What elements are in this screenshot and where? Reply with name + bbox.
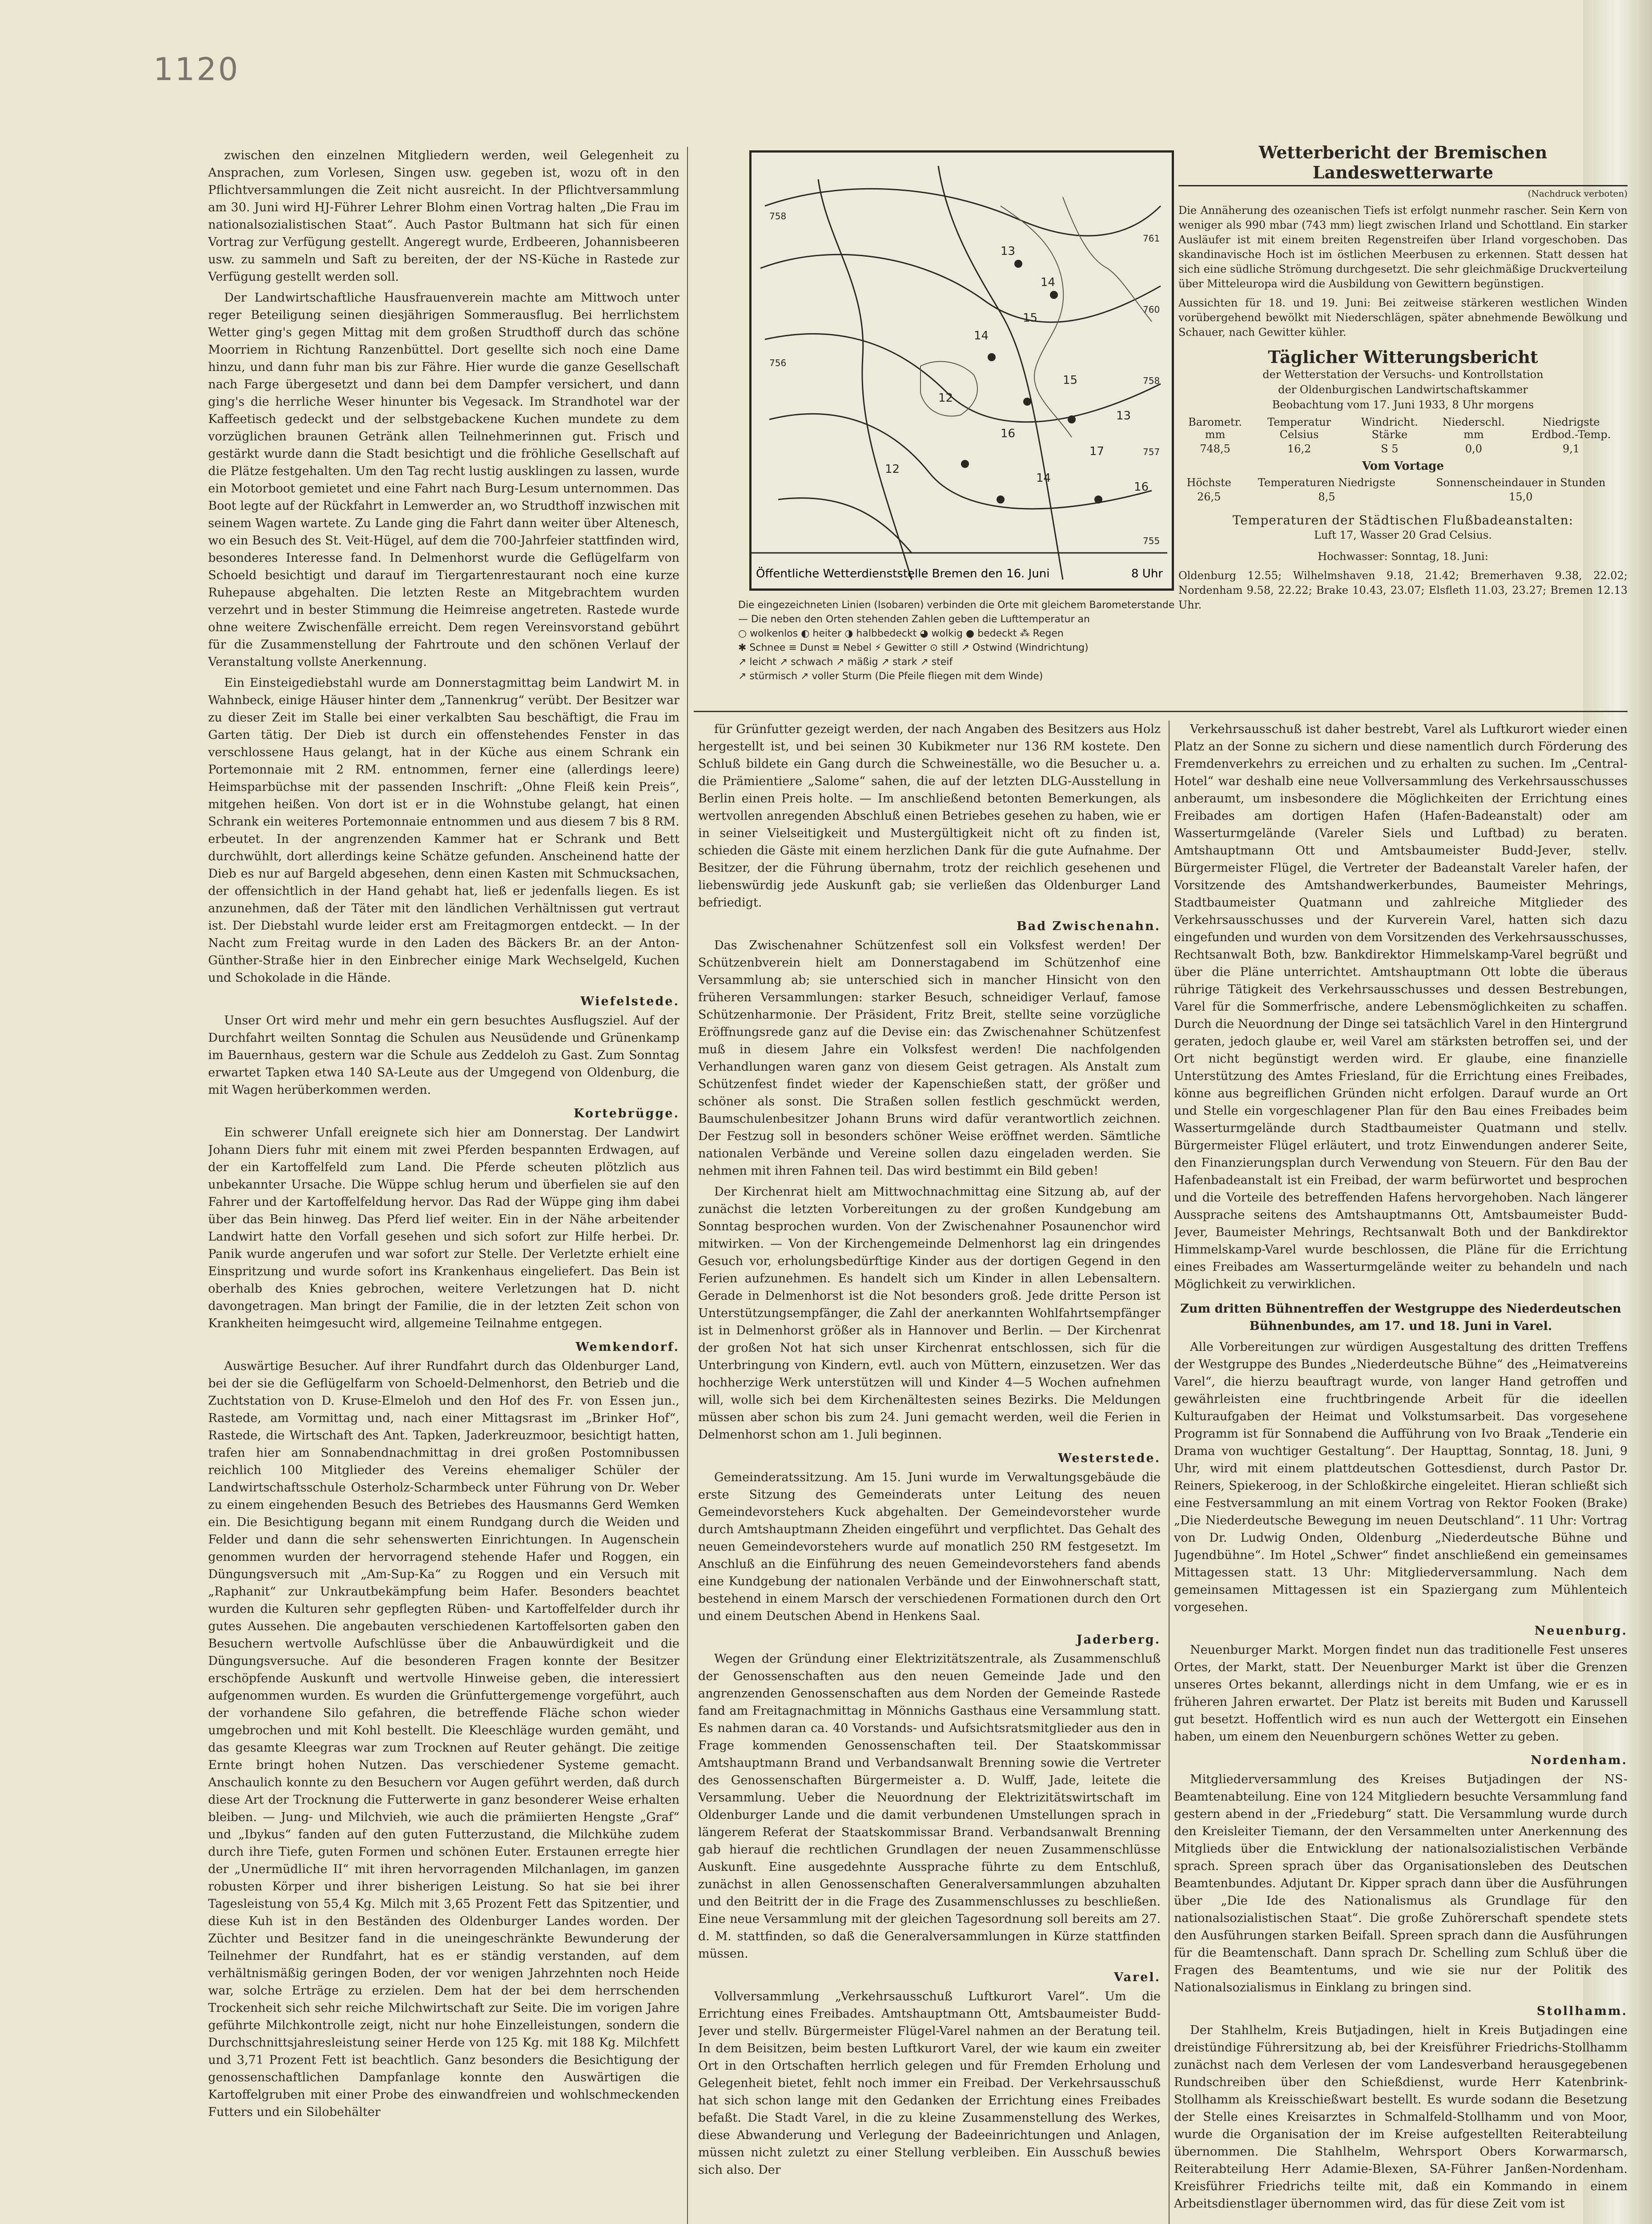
column-1-block-2 (208, 1012, 679, 1099)
column-2-block-3 (698, 1469, 1161, 1625)
measure-value: 16,2 (1287, 443, 1311, 455)
section-rule (694, 711, 1628, 712)
column-2-block-2 (698, 937, 1161, 1443)
text-paragraph: ↗ leicht ↗ schwach ↗ mäßig ↗ stark ↗ steif (738, 657, 953, 668)
measure-header: Windricht. Stärke (1361, 416, 1418, 441)
text-paragraph: ✱ Schnee ≡ Dunst ≡ Nebel ⚡ Gewitter ⊙ still ↗ Ostwind (Windrichtung) (738, 642, 1089, 653)
previous-value: 15,0 (1509, 491, 1533, 503)
measurement-table (1178, 415, 1628, 456)
text-paragraph: Unser Ort wird mehr und mehr ein gern besuchtes Ausflugsziel. Auf der Durchfahrt weilten Sonntag die Schulen aus Neusüdende und Grünenkamp im Bauernhaus, gestern war die Schule aus Zeddeloh zu Gast. Zum Sonntag erwartet Tapken etwa 140 SA-Leute aus der Umgegend von Oldenburg, die mit Wagen herüberkommen werden. (208, 1014, 679, 1097)
svg-text:16: 16 (1001, 427, 1016, 440)
measure-value: 9,1 (1563, 443, 1580, 455)
weather-title: Wetterbericht der Bremischen Landeswetterwarte (1178, 142, 1628, 186)
svg-text:756: 756 (769, 358, 787, 368)
measure-value: S 5 (1381, 443, 1399, 455)
text-paragraph: Der Kirchenrat hielt am Mittwochnachmittag eine Sitzung ab, auf der zunächst die letzten Vorbereitungen zu der großen Kundgebung am Sonntag besprochen wurden. Von der Zwischenahner Posaunenchor wird mitwirken. — Von der Kirchengemeinde Delmenhorst lag ein dringendes Gesuch vor, erholungsbedürftige Kinder aus der dortigen Gegend in den Ferien aufzunehmen. Es handelt sich um Kinder in allen Lebensaltern. Gerade in Delmenhorst ist die Not besonders groß. Jede dritte Person ist Unterstützungsempfänger, die Zahl der anerkannten Wohlfahrtsempfänger ist in Delmenhorst größer als in Hannover und Berlin. — Der Kirchenrat der großen Not hat sich unser Kirchenrat entschlossen, sich für die Unterbringung von Kindern, evtl. auch von Müttern, einzusetzen. Wer das hochherzige Werk unterstützen will und Kinder 4—5 Wochen aufnehmen will, wolle sich bei dem Kirchenältesten seines Bezirks. Die Meldungen müssen aber schon bis zum 24. Juni gemacht werden, weil die Ferien in Delmenhorst schon am 1. Juli beginnen. (698, 1185, 1161, 1442)
text-paragraph: ○ wolkenlos ◐ heiter ◑ halbbedeckt ◕ wolkig ● bedeckt ⁂ Regen (738, 628, 1064, 639)
previous-header: Sonnenscheindauer in Stunden (1436, 476, 1606, 489)
previous-value: 8,5 (1318, 491, 1335, 503)
svg-text:17: 17 (1089, 445, 1105, 458)
text-paragraph: Mitgliederversammlung des Kreises Butjadingen der NS-Beamtenabteilung. Eine von 124 Mitgliedern besuchte Versammlung fand gestern abend in der „Friedeburg“ statt. Die Versammlung wurde durch den Kreisleiter Tiemann, der den Versammelten unter Anerkennung des Mitglieds über die Entwicklung der nationalsozialistischen Verbände sprach. Spreen sprach über das Organisationsleben des Deutschen Beamtenbundes. Adjutant Dr. Kipper sprach dann über die Ausführungen über „Die Ide des Nationalismus als Grundlage für den nationalsozialistischen Staat“. Die große Zuhörerschaft spendete stets den Ausführungen starken Beifall. Spreen sprach dann die Ausführungen für die Beamtenschaft. Dann sprach Dr. Schelling zum Schluß über die Fragen des Beamtentums, und wie sie nur der Politik des Nationalsozialismus in Einklang zu bringen sind. (1174, 1773, 1628, 1994)
text-paragraph: Alle Vorbereitungen zur würdigen Ausgestaltung des dritten Treffens der Westgruppe des Bundes „Niederdeutsche Bühne“ des „Heimatvereins Varel“, die hierzu beauftragt wurde, von langer Hand getroffen und gewährleisten eine fruchtbringende Arbeit für die ideellen Kulturaufgaben der Heimat und Volkstumsarbeit. Das vorgesehene Programm ist für Sonnabend die Aufführung von Ivo Braak „Tenderie ein Drama von wuchtiger Gestaltung“. Der Haupttag, Sonntag, 18. Juni, 9 Uhr, wird mit einem plattdeutschen Gottesdienst, durch Pastor Dr. Reiners, Spiekeroog, in der Schloßkirche eingeleitet. Hieran schließt sich eine Festversammlung an mit einem Vortrag von Rektor Fooken (Brake) „Die Niederdeutsche Bewegung im neuen Deutschland“. 11 Uhr: Vortrag von Dr. Ludwig Onden, Oldenburg „Niederdeutsche Bühne und Jugendbühne“. Im Hotel „Schwer“ findet anschließend ein gemeinsames Mittagessen statt. 13 Uhr: Mitgliederversammlung. Nach dem gemeinsamen Mittagessen ist ein Spaziergang zum Mühlenteich vorgesehen. (1174, 1340, 1628, 1614)
text-paragraph: Vollversammlung „Verkehrsausschuß Luftkurort Varel“. Um die Errichtung eines Freibades. Amtshauptmann Ott, Amtsbaumeister Budd-Jever und stellv. Bürgermeister Flügel-Varel nahmen an der Beratung teil. In dem Beisitzen, beim besten Luftkurort Varel, der wie kaum ein zweiter Ort in den Ortschaften herrlich gelegen und für Fremden Erholung und Gelegenheit bietet, fehlt noch immer ein Freibad. Der Verkehrsausschuß hat sich schon lange mit den Gedanken der Errichtung eines Freibades befaßt. Die Stadt Varel, in die zu kleine Zusammenstellung des Werkes, diese Abwanderung und Verlegung der Badeeinrichtungen und Anlagen, müssen nicht zuletzt zu einer Stellung verbleiben. Ein Ausschuß bewies sich also. Der (698, 1990, 1161, 2177)
column-1-block-1 (208, 147, 679, 987)
page-number: 1120 (153, 51, 240, 88)
map-legend (738, 598, 1183, 684)
svg-text:12: 12 (938, 391, 953, 405)
location-heading: Stollhamm. (1536, 2004, 1628, 2018)
column-1 (208, 147, 679, 2224)
bath-temperature-title: Temperaturen der Städtischen Flußbadeanstalten: (1232, 513, 1574, 528)
column-3-block-1 (1174, 721, 1628, 1293)
station-line: der Wetterstation der Versuchs- und Kontrollstation (1262, 368, 1543, 381)
svg-text:16: 16 (1134, 480, 1149, 494)
text-paragraph: Der Stahlhelm, Kreis Butjadingen, hielt in Kreis Butjadingen eine dreistündige Führersitzung ab, bei der Kreisführer Friedrichs-Stollhamm zunächst nach dem Verlesen der vom Landesverband herausgegebenen Rundschreiben über den Schießdienst, wurde Herr Katenbrink-Stollhamm als Kreisschießwart bestellt. Es wurde sodann die Besetzung der Stelle eines Kreisarztes in Schmalfeld-Stollhamm und von Moor, wurde die Organisation der im Kreise aufgestellten Reiterabteilung übernommen. Die Stahlhelm, Wehrsport Obers Korwarmarsch, Reiterabteilung Herr Adamie-Blexen, SA-Führer Janßen-Nordenham. Kreisführer Friedrichs teilte mit, daß ein Kommando in einem Arbeitsdienstlager übernommen wird, das für diese Zeit vom ist (1174, 2023, 1628, 2211)
text-paragraph: für Grünfutter gezeigt werden, der nach Angaben des Besitzers aus Holz hergestellt ist, und bei seinen 30 Kubikmeter nur 136 RM kostete. Den Schluß bildete ein Gang durch die Schweineställe, wo die Besucher u. a. die Prämientiere „Salome“ sahen, die auf der letzten DLG-Ausstellung in Berlin einen Preis holte. — Im anschließend betonten Bemerkungen, als wertvollen anregenden Abschluß einen Betriebes gesehen zu haben, wie er in seiner Vielseitigkeit und Mustergültigkeit nicht oft zu finden ist, schieden die Gäste mit einem herzlichen Dank für die gute Aufnahme. Der Besitzer, der die Führung übernahm, trotz der reichlich gesehenen und liebenswürdig jede Auskunft gab; sie verließen das Oldenburger Land befriedigt. (698, 722, 1161, 910)
column-rule (1169, 721, 1170, 2224)
location-heading: Nordenham. (1531, 1753, 1628, 1767)
location-heading: Westerstede. (1058, 1451, 1161, 1465)
svg-text:14: 14 (974, 329, 989, 342)
text-paragraph: Ein Einsteigediebstahl wurde am Donnerstagmittag beim Landwirt M. in Wahnbeck, einige Häuser hinter dem „Tannenkrug“ verübt. Der Besitzer war zu dieser Zeit im Stalle bei einer verkalbten Sau beschäftigt, die Frau im Garten tätig. Der Dieb ist durch ein offenstehendes Fenster in das verschlossene Haus gelangt, hat in der Küche aus einem Schrank ein Portemonnaie mit 2 RM. entnommen, ferner eine (allerdings leere) Heimsparbüchse mit der passenden Inschrift: „Ohne Fleiß kein Preis“, mitgehen heißen. Von dort ist er in die Wohnstube gelangt, hat einen Schrank ein weiteres Portemonnaie entnommen und aus diesem 7 bis 8 RM. erbeutet. In der angrenzenden Kammer hat er Schrank und Bett durchwühlt, dort allerdings keine Schätze gefunden. Anscheinend hatte der Dieb es nur auf Bargeld abgesehen, denn einen Kasten mit Schmucksachen, der offensichtlich in der Hand gehabt hat, ließ er jedenfalls liegen. Es ist anzunehmen, daß der Täter mit den ländlichen Verhältnissen gut vertraut ist. Der Diebstahl wurde leider erst am Freitagmorgen entdeckt. — In der Nacht zum Freitag wurde in den Laden des Bäckers Br. an der Anton-Günther-Straße hier in den Einbrecher einige Mark Wechselgeld, Kuchen und Schokolade in die Hände. (208, 676, 679, 985)
location-heading: Wiefelstede. (580, 995, 679, 1008)
reprint-note: (Nachdruck verboten) (1527, 188, 1628, 199)
svg-text:15: 15 (1023, 311, 1038, 325)
tide-title: Hochwasser: Sonntag, 18. Juni: (1318, 550, 1488, 563)
location-heading: Varel. (1113, 1970, 1161, 1984)
observation-line: Beobachtung vom 17. Juni 1933, 8 Uhr morgens (1272, 399, 1534, 411)
text-paragraph: ↗ stürmisch ↗ voller Sturm (Die Pfeile fliegen mit dem Winde) (738, 671, 1043, 682)
svg-text:14: 14 (1041, 276, 1056, 289)
column-2-block-5 (698, 1988, 1161, 2179)
svg-text:758: 758 (769, 211, 787, 222)
measure-header: Temperatur Celsius (1267, 416, 1331, 441)
column-2 (698, 721, 1161, 2224)
station-line: der Oldenburgischen Landwirtschaftskammer (1278, 383, 1528, 396)
column-3-block-5 (1174, 2022, 1628, 2212)
previous-day-table (1178, 475, 1628, 504)
location-heading: Bad Zwischenahn. (1016, 919, 1161, 933)
svg-text:761: 761 (1143, 233, 1160, 244)
tide-values: Oldenburg 12.55; Wilhelmshaven 9.18, 21.42; Bremerhaven 9.38, 22.02; Nordenham 9.58, 22.22; Brake 10.43, 23.07; Elsfleth 11.03, 23.27; Bremen 12.13 Uhr. (1178, 569, 1628, 611)
previous-day-title: Vom Vortage (1362, 459, 1444, 473)
column-3-block-3 (1174, 1641, 1628, 1745)
text-paragraph: Der Landwirtschaftliche Hausfrauenverein machte am Mittwoch unter reger Beteiligung seinen diesjährigen Sommerausflug. Bei herrlichstem Wetter ging's gegen Mittag mit dem großen Strudthoff durch das schöne Moorriem in Richtung Ranzenbüttel. Dort gesellte sich noch eine Dame hinzu, und dann fuhr man bis zur Fähre. Hier wurde die ganze Gesellschaft nach Farge übergesetzt und dann bei dem Dampfer versichert, und dann ging's die herrliche Weser hinunter bis Vegesack. Im Strandhotel war der Kaffeetisch gedeckt und der selbstgebackene Kuchen mundete zu dem vorzüglichen braunen Getränk allen Teilnehmerinnen gut. Frisch und gestärkt wurde dann die Stadt besichtigt und die fröhliche Gesellschaft auf die Plätze festgehalten. Um den Tag recht lustig ausklingen zu lassen, wurde ein Motorboot gemietet und eine Fahrt nach Burg-Lesum unternommen. Das Boot legte auf der Rückfahrt in Lemwerder an, wo Strudthoff inzwischen mit seinem Wagen wartete. Zu Lande ging die Fahrt dann weiter über Altenesch, wo ein Besuch des St. Veit-Hügel, auf dem die 700-Jahrfeier stattfinden wird, besonderes Interesse fand. In Delmenhorst wurde die Geflügelfarm von Schoeld besichtigt und darauf im Tiergartenrestaurant noch eine kurze Ruhepause abgehalten. Die letzten Reste an Mitgebrachtem wurden verzehrt und in bester Stimmung die Heimreise angetreten. Rastede wurde ohne weitere Zwischenfälle erreicht. Dem regen Vereinsvorstand gebührt für die Zusammenstellung der Fahrtroute und den schönen Verlauf der Veranstaltung vollste Anerkennung. (208, 291, 679, 669)
svg-text:13: 13 (1001, 245, 1016, 258)
text-paragraph: Gemeinderatssitzung. Am 15. Juni wurde im Verwaltungsgebäude die erste Sitzung des Gemeinderats unter Leitung des neuen Gemeindevorstehers Kuck abgehalten. Der Gemeindevorsteher wurde durch Amtshauptmann Zheiden eingeführt und verpflichtet. Das Gehalt des neuen Gemeindevorstehers wurde auf monatlich 250 RM festgesetzt. Im Anschluß an die Einführung des neuen Gemeindevorstehers fand abends eine Kundgebung der nationalen Verbände und der Einwohnerschaft statt, bestehend in einem Marsch der verschiedenen Formationen durch den Ort und einem Deutschen Abend in Henkens Saal. (698, 1471, 1161, 1623)
weather-map (749, 150, 1174, 591)
isobar-map-graphic (752, 153, 1167, 584)
weather-report (1178, 142, 1628, 617)
svg-text:758: 758 (1143, 375, 1160, 386)
measure-header: Barometr. mm (1188, 416, 1242, 441)
weather-outlook: Aussichten für 18. und 19. Juni: Bei zeitweise stärkeren westlichen Winden vorübergehend bewölkt mit Niederschlägen, später abnehmende Bewölkung und Schauer, nach Gewitter kühler. (1178, 297, 1628, 338)
svg-text:760: 760 (1143, 304, 1160, 315)
column-1-block-3 (208, 1124, 679, 1332)
location-heading: Neuenburg. (1534, 1624, 1628, 1638)
text-paragraph: zwischen den einzelnen Mitgliedern werden, weil Gelegenheit zu Ansprachen, zum Vorlesen, Singen usw. gegeben ist, wozu oft in den Pflichtversammlungen die Zeit nicht ausreicht. In der Pflichtversammlung am 30. Juni wird HJ-Führer Lehrer Blohm einen Vortrag halten „Die Frau im nationalsozialistischen Staat“. Auch Pastor Bultmann hat sich für einen Vortrag zur Verfügung gestellt. Angeregt wurde, Erdbeeren, Johannisbeeren usw. zu sammeln und Saft zu bereiten, der der NS-Küche in Rastede zur Verfügung gestellt werden soll. (208, 149, 679, 284)
map-caption: Öffentliche Wetterdienststelle Bremen den 16. Juni (756, 567, 1050, 580)
measure-value: 0,0 (1465, 443, 1483, 455)
measure-value: 748,5 (1200, 443, 1230, 455)
weather-text: Die Annäherung des ozeanischen Tiefs ist erfolgt nunmehr rascher. Sein Kern von weniger als 990 mbar (743 mm) liegt zwischen Irland und Schottland. Ein starker Ausläufer ist mit einem breiten Regenstreifen über Irland vorgeschoben. Das skandinavische Hoch ist im östlichen Meerbusen zu erkennen. Statt dessen hat sich eine südliche Strömung durchgesetzt. Die sehr gleichmäßige Druckverteilung über Mitteleuropa wird die Ausbildung von Gewittern begünstigen. (1178, 204, 1628, 290)
column-3-block-4 (1174, 1771, 1628, 1996)
text-paragraph: Die eingezeichneten Linien (Isobaren) verbinden die Orte mit gleichem Barometerstande — Die neben den Orten stehenden Zahlen geben die Lufttemperatur an (738, 600, 1175, 625)
column-2-block-1 (698, 721, 1161, 911)
text-paragraph: Ein schwerer Unfall ereignete sich hier am Donnerstag. Der Landwirt Johann Diers fuhr mit einem mit zwei Pferden bespannten Erdwagen, auf der ein Kartoffelfeld zum Land. Die Pferde scheuten plötzlich aus unbekannter Ursache. Die Wüppe schlug herum und überfielen sie auf den Fahrer und der Kartoffelfeldung hervor. Das Rad der Wüppe ging ihm dabei über das Bein hinweg. Das Pferd lief weiter. Ein in der Nähe arbeitender Landwirt hatte den Vorfall gesehen und sich sofort zur Hilfe herbei. Dr. Panik wurde angerufen und war sofort zur Stelle. Der Verletzte erhielt eine Einspritzung und wurde sofort ins Krankenhaus eingeliefert. Das Bein ist oberhalb des Knies gebrochen, weitere Verletzungen hat D. nicht davongetragen. Man bringt der Familie, die in der letzten Zeit schon von Krankheiten heimgesucht wird, allgemeine Teilnahme entgegen. (208, 1126, 679, 1330)
svg-text:755: 755 (1143, 536, 1160, 546)
location-heading: Jaderberg. (1076, 1633, 1161, 1647)
svg-text:14: 14 (1036, 471, 1051, 485)
column-3 (1174, 721, 1628, 2224)
svg-text:757: 757 (1143, 447, 1160, 457)
location-heading: Kortebrügge. (574, 1107, 679, 1120)
text-paragraph: Wegen der Gründung einer Elektrizitätszentrale, als Zusammenschluß der Genossenschaften aus den neuen Gemeinde Jade und den angrenzenden Genossenschaften aus dem Norden der Gemeinde Rastede fand am Freitagnachmittag in Mönnichs Gasthaus eine Versammlung statt. Es nahmen daran ca. 40 Vorstands- und Aufsichtsratsmitglieder aus den in Frage kommenden Genossenschaften teil. Der Staatskommissar Amtshauptmann Brand und Verbandsanwalt Brenning sowie die Vertreter des Genossenschaften Bürgermeister a. D. Wulff, Jade, leitete die Versammlung. Ueber die Neuordnung der Elektrizitätswirtschaft im Oldenburger Lande und die damit verbundenen Umstellungen sprach in längerem Referat der Staatskommissar Brand. Verbandsanwalt Brenning gab hierauf die rechtlichen Grundlagen der neuen Zusammenschlüsse Auskunft. Eine ausgedehnte Aussprache führte zu dem Entschluß, zunächst in allen Genossenschaften Generalversammlungen abzuhalten und den Beitritt der in die Frage des Zusammenschlusses zu beschließen. Eine neue Versammlung mit der gleichen Tagesordnung soll bereits am 27. d. M. stattfinden, so daß die Generalversammlungen in Kürze stattfinden müssen. (698, 1652, 1161, 1961)
location-heading: Wemkendorf. (575, 1340, 679, 1354)
text-paragraph: Auswärtige Besucher. Auf ihrer Rundfahrt durch das Oldenburger Land, bei der sie die Geflügelfarm von Schoeld-Delmenhorst, den Betrieb und die Zuchtstation von D. Kruse-Elmeloh und den Hof des Fr. von Essen jun., Rastede, am Vormittag und, nach einer Mittagsrast im „Brinker Hof“, Rastede, die Wirtschaft des Ant. Tapken, Jaderkreuzmoor, besichtigt hatten, trafen hier am Sonnabendnachmittag in drei großen Postomnibussen reichlich 100 Mitglieder des Vereins ehemaliger Schüler der Landwirtschaftsschule Osterholz-Scharmbeck unter Führung von Dr. Weber zu einem eingehenden Besuch des Betriebes des Hausmanns Gerd Wemken ein. Die Besichtigung begann mit einem Rundgang durch die Weiden und Felder und dann die sehr sehenswerten Einrichtungen. In Augenschein genommen wurden der hervorragend stehende Hafer und Roggen, ein Düngungsversuch mit „Am-Sup-Ka“ zu Roggen und ein Versuch mit „Raphanit“ zur Unkrautbekämpfung beim Hafer. Besonders beachtet wurden die Kulturen sehr gepflegten Rüben- und Kartoffelfelder durch ihr gutes Aussehen. Die angebauten verschiedenen Kartoffelsorten gaben den Besuchern wertvolle Aufschlüsse über die Anbauwürdigkeit und die Düngungsversuche. Auf die besonderen Fragen konnte der Besitzer erschöpfende Auskunft und wertvolle Hinweise geben, die interessiert aufgenommen wurden. Es wurden die Grünfuttergemenge vorgeführt, auch der vorhandene Silo gefahren, die betreffende Fläche schon wieder umgebrochen und mit Kohl bestellt. Die Kleeschläge wurden gemäht, und das gesamte Kleegras war zum Trocknen auf Reuter gehängt. Die zeitige Ernte bringt hohen Nutzen. Das verschiedener Systeme gemacht. Anschaulich konnte zu den Besuchern vor Augen geführt werden, daß durch diese Art der Trocknung die Futterwerte in ganz besonderer Weise erhalten bleiben. — Jung- und Milchvieh, wie auch die prämiierten Hengste „Graf“ und „Ibykus“ fanden auf den guten Futterzustand, die Milchkühe zudem durch ihre Tiefe, guten Formen und schönen Euter. Erstaunen erregte hier der „Unermüdliche II“ mit ihren hervorragenden Milchanlagen, im ganzen robusten Körper und ihrer bisherigen Leistung. So hat sie bei ihrer Tagesleistung von 55,4 Kg. Milch mit 3,65 Prozent Fett das Spitzentier, und diese Kuh ist in den Beständen des Oldenburger Landes worden. Der Züchter und Besitzer fand in die uneingeschränkte Bewunderung der Teilnehmer der Rundfahrt, hat es er ständig verstanden, auf dem verhältnismäßig geringen Boden, der vor wenigen Jahrzehnten noch Heide war, solche Erträge zu erzielen. Dem hat der bei dem herrschenden Trockenheit sich sehr reiche Milchwirtschaft zur Seite. Die im vorigen Jahre geführte Milchkontrolle zeigt, nicht nur hohe Einzelleistungen, sondern die Durchschnittsjahresleistung seiner Herde von 125 Kg. mit 188 Kg. Milchfett und 3,71 Prozent Fett ist beachtlich. Ganz besonders die Besichtigung der genossenschaftlichen Dampfanlage konnte den Auswärtigen die Kartoffelgruben mit einer Probe des einwandfreien und wohlschmeckenden Futters und ein Silobehälter (208, 1359, 679, 2119)
column-3-block-2 (1174, 1338, 1628, 1616)
svg-text:13: 13 (1116, 409, 1131, 423)
column-2-block-4 (698, 1650, 1161, 1962)
measure-header: Niedrigste Erdbod.-Temp. (1531, 416, 1611, 441)
previous-header: Temperaturen Niedrigste (1258, 476, 1396, 489)
measure-header: Niederschl. mm (1442, 416, 1505, 441)
bath-temperature-values: Luft 17, Wasser 20 Grad Celsius. (1314, 529, 1492, 541)
map-time: 8 Uhr (1131, 567, 1163, 580)
text-paragraph: Neuenburger Markt. Morgen findet nun das traditionelle Fest unseres Ortes, der Markt, statt. Der Neuenburger Markt ist über die Grenzen unseres Ortes bekannt, allerdings nicht in dem Umfang, wie er es in früheren Jahren erwartet. Der Platz ist bereits mit Buden und Karussell gut besetzt. Hoffentlich wird es nun auch der Wettergott ein Einsehen haben, um einem den Neuenburgern schönes Wetter zu geben. (1174, 1643, 1628, 1744)
previous-header: Höchste (1186, 476, 1231, 489)
daily-weather-title: Täglicher Witterungsbericht (1268, 347, 1538, 367)
column-rule (687, 147, 688, 2224)
previous-value: 26,5 (1197, 491, 1221, 503)
text-paragraph: Das Zwischenahner Schützenfest soll ein Volksfest werden! Der Schützenbverein hielt am Donnerstagabend im Schützenhof eine Versammlung ab; sie unterschied sich in mancher Hinsicht von den früheren Versammlungen: starker Besuch, schneidiger Verlauf, famose Schützenharmonie. Der Präsident, Fritz Breit, stellte seine vorzügliche Eröffnungsrede ganz auf die Devise ein: das Zwischenahner Schützenfest muß in diesem Jahre ein Volksfest werden! Die nachfolgenden Verhandlungen waren ganz von diesem Geist getragen. Als Anstalt zum Schützenfest findet wieder der Kapenschießen statt, der größer und schöner als sonst. Die Straßen sollen festlich geschmückt werden, Baumschulenbesitzer Johann Bruns wird dafür verantwortlich zeichnen. Der Festzug soll in besonders schöner Weise eröffnet werden. Sämtliche nationalen Verbände und Vereine sollen dazu eingeladen werden. Sie nehmen mit ihren Fahnen teil. Das wird bestimmt ein Bild geben! (698, 939, 1161, 1178)
svg-text:12: 12 (885, 463, 900, 476)
column-1-block-4 (208, 1358, 679, 2121)
text-paragraph: Verkehrsausschuß ist daher bestrebt, Varel als Luftkurort wieder einen Platz an der Sonne zu sichern und diese namentlich durch Förderung des Fremdenverkehrs zu erreichen und zu erhalten zu suchen. Im „Central-Hotel“ war deshalb eine neue Vollversammlung des Verkehrsausschusses anberaumt, um insbesondere die Möglichkeiten der Errichtung eines Freibades am dortigen Hafen (Hafen-Badeanstalt) oder am Wasserturmgelände (Vareler Siels und Luftbad) zu beraten. Amtshauptmann Ott und Amtsbaumeister Budd-Jever, stellv. Bürgermeister Flügel, die Vertreter der Badeanstalt Vareler hafen, der Vorsitzende des Amtshandwerkerbundes, Baumeister Mehrings, Stadtbaumeister Quatmann und zahlreiche Mitglieder des Verkehrsausschusses und der Kurverein Varel, hatten sich dazu eingefunden und wurden von dem Vorsitzenden des Verkehrsausschusses, Rechtsanwalt Both, bzw. Bankdirektor Himmelskamp-Varel begrüßt und über die Pläne unterrichtet. Amtshauptmann Ott lobte die überaus rührige Tätigkeit des Verkehrsausschusses und dessen Bestrebungen, Varel für die Sommerfrische, andere Lebensmöglichkeiten zu schaffen. Durch die Neuordnung der Dinge sei tatsächlich Varel in den Hintergrund geraten, jedoch glaube er, weil Varel am stärksten betroffen sei, und der Ort nicht begünstigt werden wird. Er glaube, eine finanzielle Unterstützung des Amtes Friesland, für die Errichtung eines Freibades, könne aus begreiflichen Gründen nicht erfolgen. Darauf wurde an Ort und Stelle ein vorgeschlagener Plan für den Bau eines Freibades beim Wasserturmgelände durch Stadtbaumeister Quatmann und stellv. Bürgermeister Flügel erläutert, und trotz Einwendungen anderer Seite, den Finanzierungsplan durch Verwendung von Steuern. Für den Bau der Hafenbadeanstalt ist ein Freibad, der warm befürwortet und besprochen und die Vorteile des betreffenden Hafens hervorgehoben. Nach längerer Aussprache seitens des Amtshauptmanns Ott, Amtsbaumeister Budd-Jever, Baumeister Mehrings, Rechtsanwalt Both und der Bankdirektor Himmelskamp-Varel wurde beschlossen, die Pläne für die Errichtung eines Freibades am Wasserturmgelände weiter zu behandeln und nach Möglichkeit zu verwirklichen. (1174, 722, 1628, 1291)
svg-text:15: 15 (1063, 374, 1078, 387)
article-heading: Zum dritten Bühnentreffen der Westgruppe des Niederdeutschen Bühnenbundes, am 17. und 18. Juni in Varel. (1180, 1302, 1621, 1333)
